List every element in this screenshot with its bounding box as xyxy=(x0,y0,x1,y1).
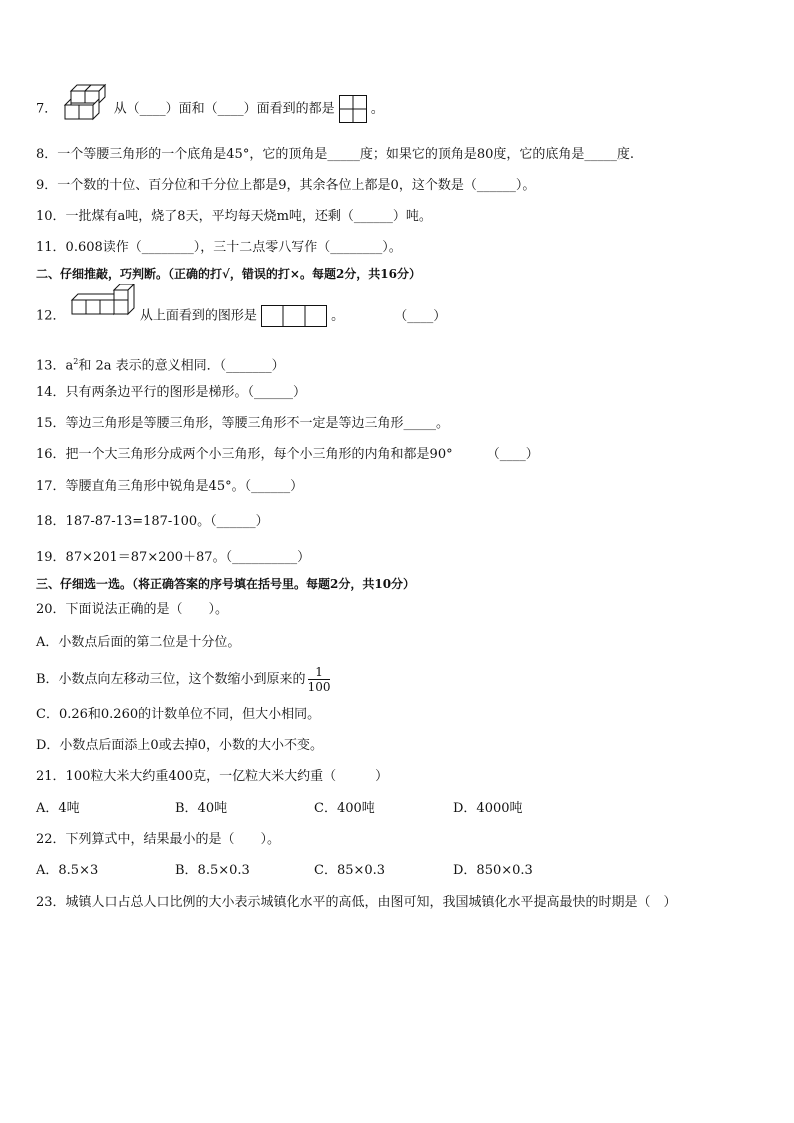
cube-stack-figure xyxy=(61,83,109,121)
question-7-end: 。 xyxy=(370,101,384,117)
option-d: D．850×0.3 xyxy=(453,863,533,878)
question-10: 10．一批煤有a吨，烧了8天，平均每天烧m吨，还剩（______）吨。 xyxy=(36,209,432,224)
question-15: 15．等边三角形是等腰三角形，等腰三角形不一定是等边三角形_____。 xyxy=(36,416,450,431)
exponent: 2 xyxy=(73,357,79,366)
question-16-text: 16．把一个大三角形分成两个小三角形，每个小三角形的内角和都是90° xyxy=(36,447,453,462)
option-c: C．85×0.3 xyxy=(314,863,386,878)
question-9: 9．一个数的十位、百分位和千分位上都是9，其余各位上都是0，这个数是（______）。 xyxy=(36,178,536,193)
question-13-prefix: 13．a xyxy=(36,358,74,374)
question-14: 14．只有两条边平行的图形是梯形。（______） xyxy=(36,385,307,400)
option-d: D．4000吨 xyxy=(453,801,523,816)
numerator: 1 xyxy=(315,665,323,679)
question-8: 8．一个等腰三角形的一个底角是45°，它的顶角是_____度；如果它的顶角是80度，它的底角是_____度. xyxy=(36,147,634,162)
answer-blank[interactable]: （____） xyxy=(394,308,447,324)
question-7 xyxy=(36,95,384,123)
cube-row-figure xyxy=(70,284,136,326)
fraction xyxy=(308,665,331,694)
option-c: C．0.26和0.260的计数单位不同，但大小相同。 xyxy=(36,707,321,722)
question-17: 17．等腰直角三角形中锐角是45°。（______） xyxy=(36,479,304,494)
question-18: 18．187-87-13=187-100。（______） xyxy=(36,514,269,529)
question-16 xyxy=(36,446,539,464)
denominator: 100 xyxy=(307,680,331,694)
option-c: C．400吨 xyxy=(314,801,375,816)
option-b: B．40吨 xyxy=(175,801,228,816)
question-19: 19．87×201＝87×200＋87。（__________） xyxy=(36,550,311,565)
question-20: 20．下面说法正确的是（ ）。 xyxy=(36,602,229,617)
option-d: D．小数点后面添上0或去掉0，小数的大小不变。 xyxy=(36,738,323,753)
question-22: 22．下列算式中，结果最小的是（ ）。 xyxy=(36,832,281,847)
question-number: 7． xyxy=(36,101,58,117)
question-13 xyxy=(36,353,285,375)
section-2-heading: 二、仔细推敲，巧判断。（正确的打√，错误的打×。每题2分，共16分） xyxy=(36,267,421,281)
question-12-end: 。 xyxy=(331,308,345,324)
question-12 xyxy=(36,305,446,327)
question-21: 21．100粒大米大约重400克，一亿粒大米大约重（ ） xyxy=(36,769,389,784)
option-a: A．4吨 xyxy=(36,801,80,816)
option-a: A．8.5×3 xyxy=(36,863,99,878)
option-b xyxy=(36,665,330,694)
answer-blank[interactable]: （____） xyxy=(486,447,539,462)
section-3-heading: 三、仔细选一选。（将正确答案的序号填在括号里。每题2分，共10分） xyxy=(36,577,416,591)
option-b: B．8.5×0.3 xyxy=(175,863,250,878)
grid-square-icon xyxy=(339,95,367,123)
three-square-icon xyxy=(261,305,327,327)
option-b-text: B．小数点向左移动三位，这个数缩小到原来的 xyxy=(36,672,306,687)
question-23: 23．城镇人口占总人口比例的大小表示城镇化水平的高低，由图可知，我国城镇化水平提高最快的时期是（ ） xyxy=(36,895,677,910)
question-7-text: 从（____）面和（____）面看到的都是 xyxy=(113,101,335,117)
question-12-text: 从上面看到的图形是 xyxy=(139,308,257,324)
question-13-text: 和 2a 表示的意义相同．（_______） xyxy=(78,358,285,374)
question-number: 12． xyxy=(36,308,66,324)
option-a: A．小数点后面的第二位是十分位。 xyxy=(36,635,241,650)
question-11: 11．0.608读作（________），三十二点零八写作（________）。 xyxy=(36,240,402,255)
